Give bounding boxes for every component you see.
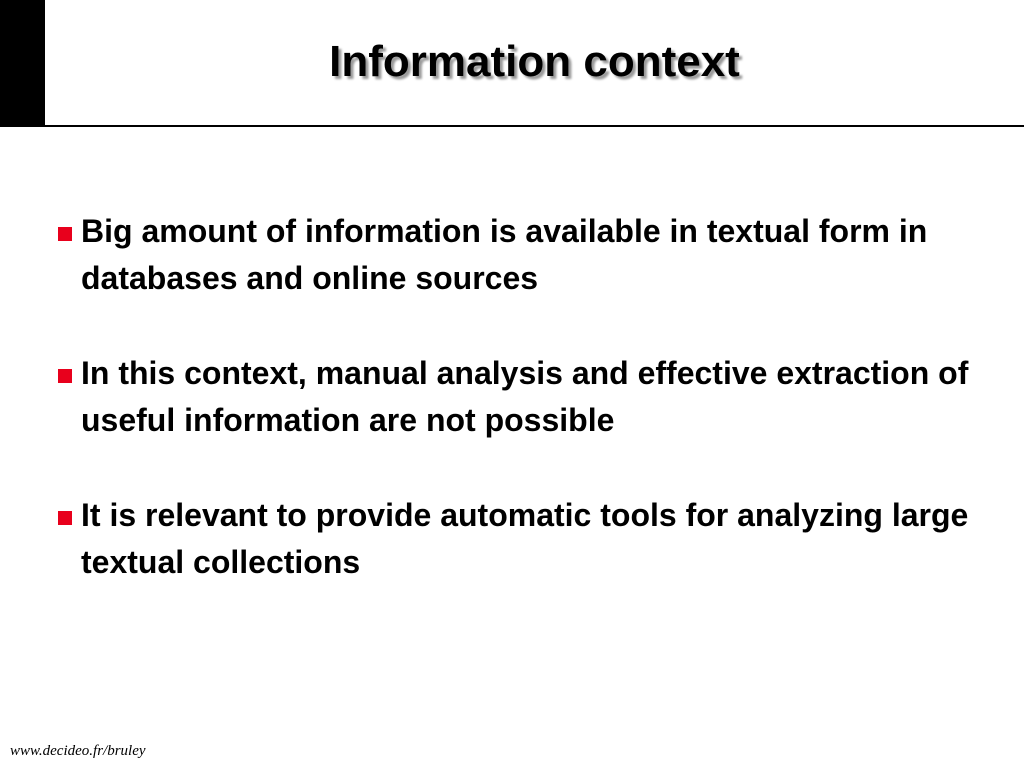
bullet-item-3 bbox=[58, 492, 978, 586]
square-bullet-icon bbox=[58, 511, 72, 525]
square-bullet-icon bbox=[58, 227, 72, 241]
bullet-list bbox=[58, 208, 978, 586]
footer-url: www.decideo.fr/bruley bbox=[10, 743, 146, 759]
square-bullet-icon bbox=[58, 369, 72, 383]
bullet-text: Big amount of information is available in textual form in databases and online sources bbox=[81, 213, 928, 296]
left-accent-bar bbox=[0, 0, 45, 127]
bullet-text: In this context, manual analysis and effective extraction of useful information are not possible bbox=[81, 355, 969, 438]
title-divider bbox=[45, 125, 1024, 127]
bullet-item-1 bbox=[58, 208, 978, 302]
bullet-text: It is relevant to provide automatic tools for analyzing large textual collections bbox=[81, 497, 969, 580]
slide-title: Information context bbox=[329, 37, 740, 86]
bullet-item-2 bbox=[58, 350, 978, 444]
